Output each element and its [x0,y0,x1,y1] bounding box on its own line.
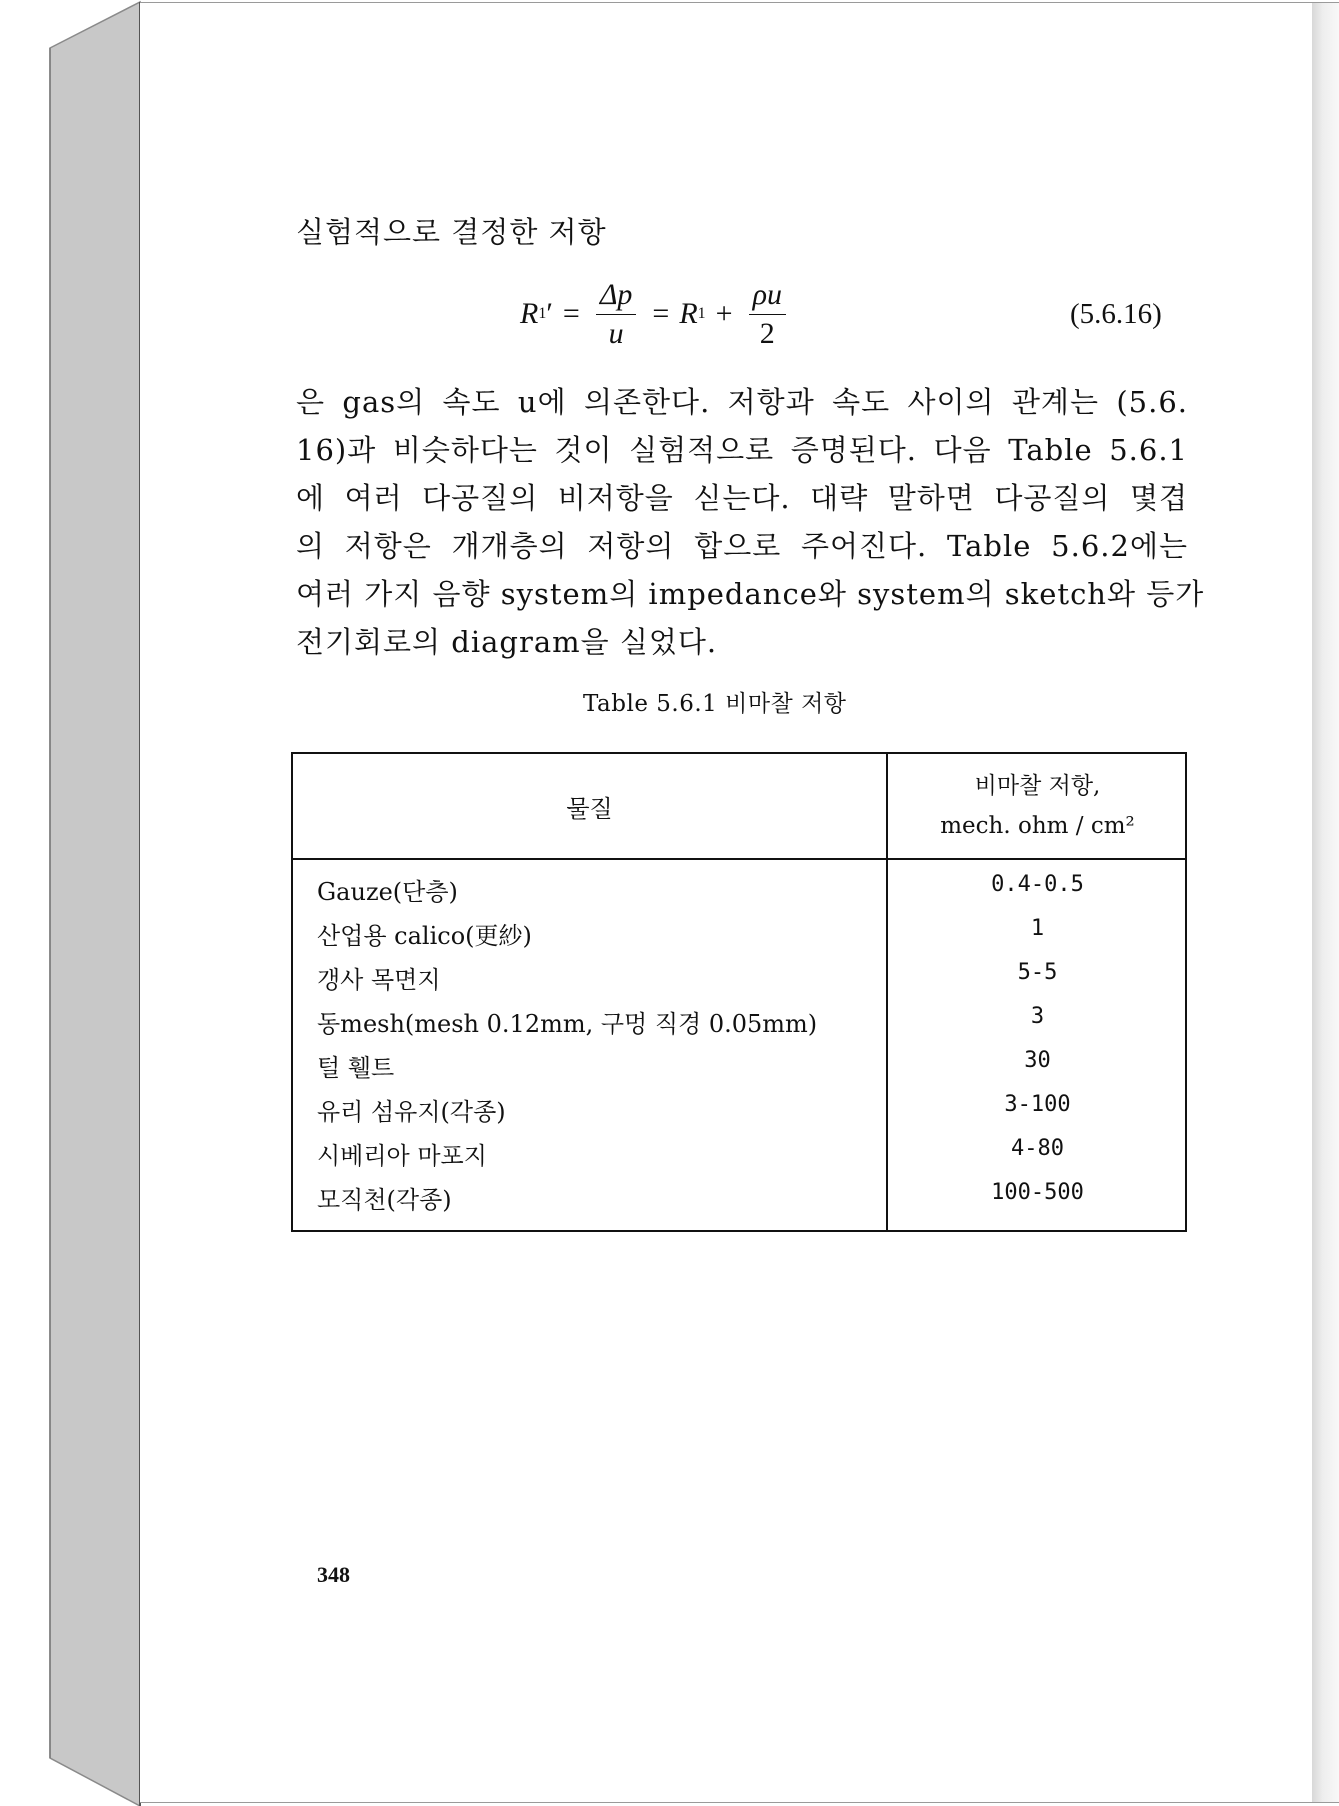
fraction-2-numerator: ρu [749,280,786,315]
cell-value: 0.4-0.5 [991,872,1084,897]
fraction-1-numerator: Δp [596,280,637,315]
equation-lhs-symbol: R [520,297,539,330]
header-resistance-line1: 비마찰 저항, [974,773,1101,799]
table-body [293,872,1185,1224]
paragraph-line: 16)과 비슷하다는 것이 실험적으로 증명된다. 다음 Table 5.6.1 [296,433,1188,467]
equation-rhs-subscript: 1 [697,305,706,322]
cell-material: Gauze(단층) [317,878,458,906]
page-edge-shadow [1312,2,1339,1802]
paragraph-line: 의 저항은 개개층의 저항의 합으로 주어진다. Table 5.6.2에는 [296,529,1188,563]
cell-value: 5-5 [1017,960,1058,985]
cell-value: 3-100 [1004,1092,1071,1117]
cell-material: 털 휄트 [317,1054,395,1082]
header-resistance-line2: mech. ohm / cm² [940,813,1135,839]
paragraph-line: 전기회로의 diagram을 실었다. [296,625,718,659]
cell-value: 100-500 [991,1180,1084,1205]
table-header-material: 물질 [566,794,613,823]
paragraph-line: 은 gas의 속도 u에 의존한다. 저항과 속도 사이의 관계는 (5.6. [296,385,1188,419]
page-border-bottom [140,1802,1339,1803]
table-caption: Table 5.6.1 비마찰 저항 [583,691,847,717]
equation-lhs-prime: ′ [546,297,553,330]
table-header-resistance [888,754,1187,858]
cell-value: 1 [1030,916,1045,941]
table-row [293,1048,1185,1092]
cell-material: 시베리아 마포지 [317,1142,487,1170]
cell-material: 갱사 목면지 [317,966,441,994]
table-header-divider [293,858,1185,860]
paragraph-line: 에 여러 다공질의 비저항을 싣는다. 대략 말하면 다공질의 몇겹 [296,481,1188,515]
equation-rhs-symbol: R [679,297,698,330]
table-row [293,1180,1185,1224]
cell-material: 모직천(각종) [317,1186,452,1214]
page-number: 348 [317,1562,350,1587]
equation-equals-1: = [562,297,580,330]
body-paragraph [296,378,1205,666]
cell-value: 4-80 [1011,1136,1064,1161]
cell-material: 산업용 calico(更紗) [317,922,532,950]
table-row [293,916,1185,960]
equation-plus: + [715,297,733,330]
equation-number: (5.6.16) [1070,298,1162,330]
equation-equals-2: = [652,297,670,330]
table-row [293,872,1185,916]
fraction-1-denominator: u [608,316,624,350]
table-row [293,1004,1185,1048]
resistance-table [291,752,1187,1232]
cell-value: 30 [1024,1048,1051,1073]
table-row [293,1136,1185,1180]
table-row [293,1092,1185,1136]
table-row [293,960,1185,1004]
cell-material: 동mesh(mesh 0.12mm, 구멍 직경 0.05mm) [317,1010,818,1038]
section-label: 실험적으로 결정한 저항 [296,215,607,249]
equation [520,278,792,350]
fraction-2-denominator: 2 [759,316,775,350]
equation-lhs-subscript: 1 [538,305,547,322]
cell-value: 3 [1030,1004,1045,1029]
paragraph-line: 여러 가지 음향 system의 impedance와 system의 sketch와 등가 [296,577,1205,611]
cell-material: 유리 섬유지(각종) [317,1098,506,1126]
equation-fraction-2 [749,277,786,350]
equation-fraction-1 [596,277,637,350]
page-border-top [140,2,1339,3]
